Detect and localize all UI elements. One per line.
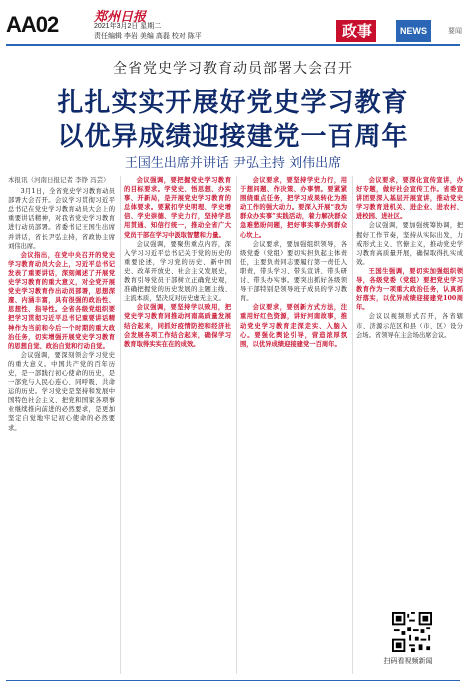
issue-date: 2021年3月2日 星期二 xyxy=(94,23,162,30)
date-line xyxy=(94,22,202,42)
article-column-1 xyxy=(8,176,115,674)
paragraph: 会议要求，要加强组织领导，各级党委（党组）要切实担负起主体责任，主要负责同志要履行第一责任人职责，带头学习、带头宣讲、带头研讨、带头办实事。要突出抓好各级领导干部特别是领导班子成员的学习教育。 xyxy=(240,240,347,303)
qr-caption: 扫码看视频新闻 xyxy=(383,657,433,665)
article-column-3 xyxy=(240,176,347,674)
byline: 本报讯（河南日报记者 李铮 冯芸） xyxy=(8,176,110,184)
headline-sub: 王国生出席并讲话 尹弘主持 刘伟出席 xyxy=(124,156,342,171)
masthead-rule xyxy=(6,44,460,46)
headline-kicker: 全省党史学习教育动员部署大会召开 xyxy=(113,61,353,77)
page-code: AA02 xyxy=(6,12,59,37)
highlight-paragraph: 王国生强调，要切实加强组织领导，各级党委（党组）要把党史学习教育作为一项重大政治任务，认真抓好落实，以优异成绩迎接建党100周年。 xyxy=(356,267,463,312)
footer-rule xyxy=(6,680,460,681)
column-divider xyxy=(352,176,353,674)
article-column-2 xyxy=(124,176,231,674)
paragraph: 会议以视频形式召开，各省辖市、济源示范区和县（市、区）设分会场。省领导在主会场出席会议。 xyxy=(356,313,463,339)
news-label: NEWS xyxy=(396,20,431,42)
article-column-4 xyxy=(356,176,463,606)
paragraph: 会议强调，要加强统筹协调，把握好工作节奏，坚持从实际出发，力戒形式主义、官僚主义，推动党史学习教育高质量开展，确保取得扎实成效。 xyxy=(356,222,463,266)
highlight-paragraph: 会议指出，在党中央召开的党史学习教育动员大会上，习近平总书记发表了重要讲话，深刻阐述了开展党史学习教育的重大意义，对全党开展党史学习教育作出动员部署，思想深邃、内涵丰富，具有很强的政治性、思想性、指导性。全省各级党组织要把学习贯彻习近平总书记重要讲话精神作为当前和今后一个时期的重大政治任务，切实增强开展党史学习教育的思想自觉、政治自觉和行动自觉。 xyxy=(8,251,115,350)
headline-main-2: 以优异成绩迎接建党一百周年 xyxy=(57,122,409,152)
highlight-paragraph: 会议强调，要把握党史学习教育的目标要求。学党史、悟思想、办实事、开新局，是开展党史学习教育的总体要求。要紧扣学史明理、学史增信、学史崇德、学史力行，坚持学思用贯通、知信行统一，推动全省广大党员干部在学习中汲取智慧和力量。 xyxy=(124,177,231,239)
section-title: 政事 xyxy=(336,20,376,42)
headline-main-1: 扎扎实实开展好党史学习教育 xyxy=(57,88,409,118)
article-body xyxy=(8,176,463,674)
highlight-paragraph: 会议强调，要坚持学以致用，把党史学习教育同推动河南高质量发展结合起来，同抓好疫情防控和经济社会发展各项工作结合起来，确保学习教育取得实实在在的成效。 xyxy=(124,304,231,348)
column-divider xyxy=(120,176,121,674)
column-divider xyxy=(236,176,237,674)
qr-block xyxy=(356,612,460,672)
paragraph: 会议强调，要聚焦重点内容，深入学习习近平总书记关于党的历史的重要论述，学习党的历史、新中国史、改革开放史、社会主义发展史，教育引导党员干部树立正确党史观，准确把握党的历史发展的主题主线、主流本质，坚决反对历史虚无主义。 xyxy=(124,240,231,303)
paragraph: 会议强调，要深刻领会学习党史的重大意义。中国共产党的百年历史，是一部践行初心使命的历史，是一部党与人民心连心、同呼吸、共命运的历史。学习党史是坚持和发展中国特色社会主义、把党和国家各项事业继续推向前进的必然要求，是更加坚定自觉地牢记初心使命的必然要求。 xyxy=(8,351,115,432)
masthead xyxy=(0,0,466,48)
paragraph: 3月1日，全省党史学习教育动员部署大会召开。会议学习贯彻习近平总书记在党史学习教育动员大会上的重要讲话精神，对我省党史学习教育进行动员部署。省委书记王国生出席并讲话，省长尹弘主持，省政协主席刘伟出席。 xyxy=(8,188,115,250)
editor-credits: 责任编辑 李岩 美编 高磊 校对 陈平 xyxy=(94,33,202,40)
highlight-paragraph: 会议要求，要创新方式方法，注重用好红色资源，讲好河南故事，推动党史学习教育走深走实、入脑入心。要强化舆论引导，营造浓厚氛围，以优异成绩迎接建党一百周年。 xyxy=(240,304,347,348)
qr-code-icon[interactable] xyxy=(392,612,432,652)
newspaper-logo: 郑州日报 xyxy=(94,10,147,25)
news-sub-label: 要闻 xyxy=(448,27,462,35)
highlight-paragraph: 会议要求，要深化宣传宣讲，办好专题，做好社会宣传工作。省委宣讲团要深入基层开展宣讲，推动党史学习教育进机关、进企业、进农村、进校园、进社区。 xyxy=(356,177,463,221)
highlight-paragraph: 会议要求，要坚持学史力行，用于想问题、作决策、办事情。要紧紧围绕重点任务，把学习成果转化为推动工作的强大动力。要深入开展“我为群众办实事”实践活动，着力解决群众急难愁盼问题，把好事实事办到群众心坎上。 xyxy=(240,177,347,239)
